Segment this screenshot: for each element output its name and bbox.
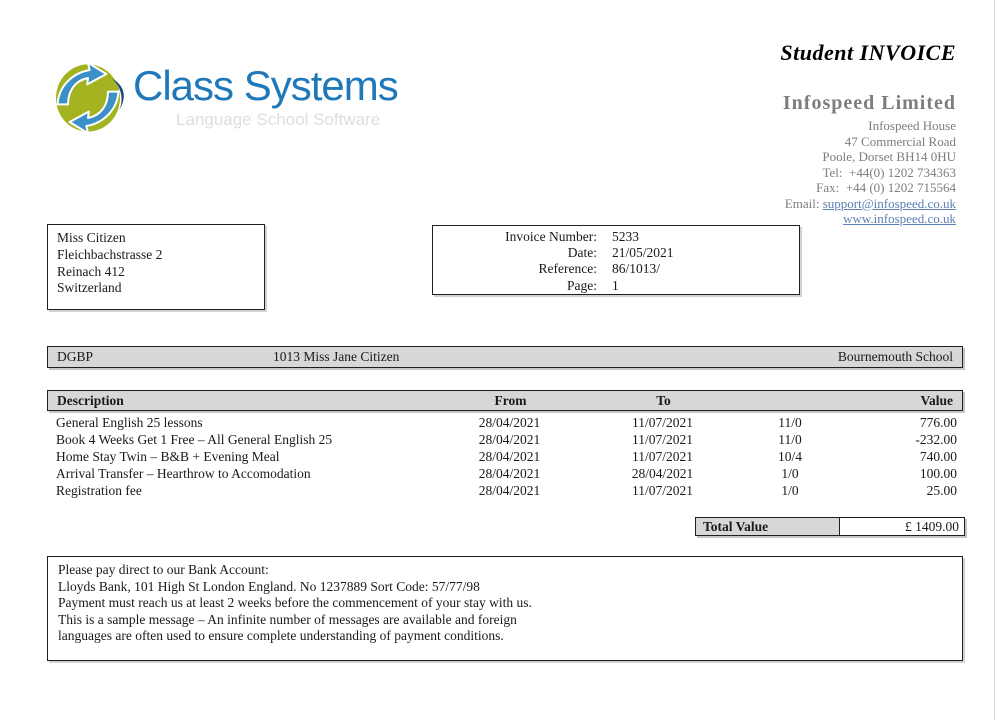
item-from-date: 28/04/2021: [478, 415, 541, 430]
item-to-date: 28/04/2021: [631, 466, 694, 481]
header-description: Description: [57, 393, 124, 408]
item-description: Book 4 Weeks Get 1 Free – All General English 25: [56, 432, 333, 447]
item-weeks: 11/0: [778, 415, 802, 430]
invoice-reference-label: Reference:: [538, 261, 597, 277]
invoice-reference-value: 86/1013/: [612, 261, 661, 277]
item-to-date: 11/07/2021: [631, 483, 693, 498]
header-from: From: [494, 393, 527, 408]
company-fax-line: [785, 180, 956, 196]
school-name: Bournemouth School: [837, 349, 953, 364]
item-value: 25.00: [926, 483, 957, 498]
total-value: £ 1409.00: [840, 517, 965, 536]
item-description: Arrival Transfer – Hearthrow to Accomodation: [56, 466, 311, 481]
invoice-number-label: Invoice Number:: [505, 229, 597, 244]
item-to-date: 11/07/2021: [631, 415, 693, 430]
item-value: 740.00: [919, 449, 957, 464]
payment-message-box: [47, 556, 963, 661]
tel-label: Tel:: [822, 164, 843, 180]
company-address-line: 47 Commercial Road: [844, 133, 956, 149]
item-value: 776.00: [919, 415, 957, 430]
student-address-line: Switzerland: [57, 280, 122, 296]
student-address-line: Reinach 412: [57, 263, 125, 279]
student-address-line: Miss Citizen: [57, 230, 126, 245]
invoice-page-value: 1: [612, 277, 619, 293]
item-from-date: 28/04/2021: [478, 432, 541, 447]
item-value: -232.00: [915, 432, 957, 447]
company-address-block: [785, 118, 956, 227]
total-label: Total Value: [695, 517, 840, 536]
item-weeks: 1/0: [781, 466, 799, 481]
email-label: Email:: [784, 195, 820, 211]
invoice-reference-row: [439, 261, 793, 277]
payment-message-line: This is a sample message – An infinite number of messages are available and foreign: [58, 611, 517, 627]
table-row: [47, 482, 963, 499]
logo-tagline: Language School Software: [176, 110, 381, 129]
item-description: General English 25 lessons: [56, 415, 203, 430]
item-weeks: 1/0: [781, 483, 799, 498]
company-email-line: [785, 196, 956, 212]
email-link[interactable]: support@infospeed.co.uk: [822, 195, 956, 211]
invoice-date-row: [439, 245, 793, 261]
total-row: [695, 517, 965, 536]
item-to-date: 11/07/2021: [631, 449, 693, 464]
company-address-line: Infospeed House: [868, 118, 956, 133]
website-link[interactable]: www.infospeed.co.uk: [843, 211, 956, 226]
table-row: [47, 414, 963, 431]
item-from-date: 28/04/2021: [478, 483, 541, 498]
student-id-name: 1013 Miss Jane Citizen: [273, 349, 400, 364]
invoice-page-label: Page:: [567, 277, 597, 293]
items-table-header: [47, 390, 963, 411]
item-description: Home Stay Twin – B&B + Evening Meal: [56, 449, 280, 464]
tel-value: +44(0) 1202 734363: [849, 164, 956, 180]
item-from-date: 28/04/2021: [478, 466, 541, 481]
invoice-number-value: 5233: [612, 229, 639, 244]
items-table-body: [47, 414, 963, 499]
company-tel-line: [785, 165, 956, 181]
invoice-page-row: [439, 278, 793, 294]
payment-message-line: Please pay direct to our Bank Account:: [58, 562, 269, 577]
company-name: Infospeed Limited: [782, 92, 956, 114]
item-weeks: 10/4: [777, 449, 802, 464]
item-to-date: 11/07/2021: [631, 432, 693, 447]
item-value: 100.00: [919, 466, 957, 481]
class-systems-globe-logo-icon: [46, 58, 130, 138]
table-row: [47, 431, 963, 448]
invoice-details-box: [432, 225, 800, 295]
document-title: Student INVOICE: [780, 40, 956, 65]
student-address-line: Fleichbachstrasse 2: [57, 246, 163, 262]
table-row: [47, 465, 963, 482]
currency-code: DGBP: [57, 349, 94, 364]
header-value: Value: [920, 393, 953, 408]
item-from-date: 28/04/2021: [478, 449, 541, 464]
item-weeks: 11/0: [778, 432, 802, 447]
payment-message-line: Payment must reach us at least 2 weeks before the commencement of your stay with us.: [58, 595, 532, 611]
table-row: [47, 448, 963, 465]
item-description: Registration fee: [56, 483, 142, 498]
payment-message-line: languages are often used to ensure complete understanding of payment conditions.: [58, 628, 504, 644]
fax-value: +44 (0) 1202 715564: [845, 180, 956, 195]
logo-wordmark: Class Systems: [133, 62, 398, 109]
header-to: To: [656, 393, 671, 408]
payment-message-line: Lloyds Bank, 101 High St London England. No 1237889 Sort Code: 57/77/98: [58, 578, 480, 594]
invoice-date-label: Date:: [567, 245, 597, 261]
invoice-number-row: [439, 229, 793, 245]
page-right-edge: [994, 0, 995, 720]
student-address-box: [47, 224, 265, 310]
account-bar: [47, 346, 963, 368]
company-website-line: [785, 211, 956, 227]
company-address-line: Poole, Dorset BH14 0HU: [822, 149, 956, 164]
invoice-date-value: 21/05/2021: [612, 245, 674, 261]
fax-label: Fax:: [816, 180, 840, 195]
